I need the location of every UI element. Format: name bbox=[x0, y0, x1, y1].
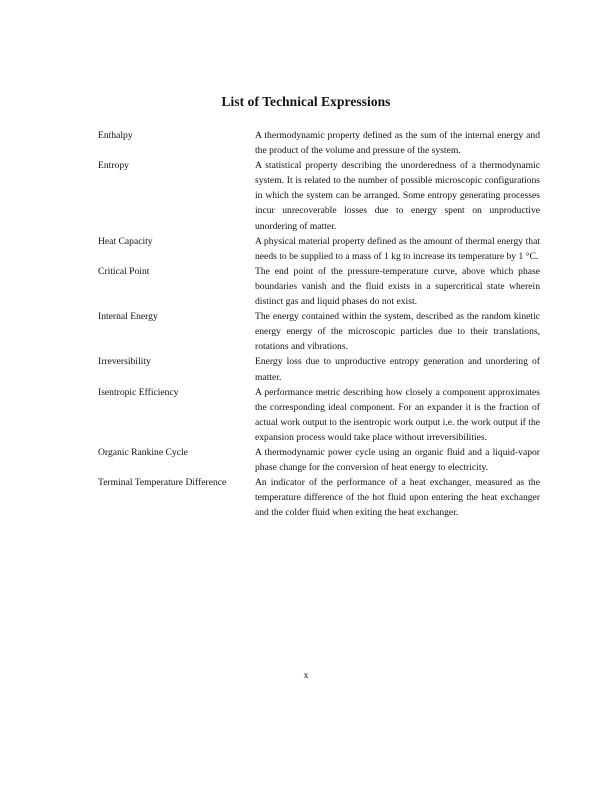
glossary-term: Enthalpy bbox=[98, 130, 133, 141]
glossary-term: Isentropic Efficiency bbox=[98, 386, 179, 398]
glossary-definition: The end point of the pressure-temperature curve, above which phase boundaries vanish and the fluid exists in a supercritical state wherein distinct gas and liquid phases do not exist. bbox=[255, 265, 540, 308]
glossary-definition: A thermodynamic power cycle using an organic fluid and a liquid-vapor phase change for the conversion of heat energy to electricity. bbox=[255, 446, 540, 474]
glossary-definition: An indicator of the performance of a heat exchanger, measured as the temperature difference of the hot fluid upon entering the heat exchanger and the colder fluid when exiting the heat exchanger. bbox=[255, 477, 540, 519]
glossary-definition: Energy loss due to unproductive entropy generation and unordering of matter. bbox=[255, 356, 540, 383]
glossary-definition: The energy contained within the system, described as the random kinetic energy energy of the microscopic particles due to their translations, rotations and vibrations. bbox=[255, 311, 540, 353]
glossary-entry bbox=[98, 234, 540, 264]
glossary-list bbox=[98, 128, 540, 520]
glossary-definition: A thermodynamic property defined as the sum of the internal energy and the product of the volume and pressure of the system. bbox=[255, 130, 540, 157]
glossary-term: Entropy bbox=[98, 160, 129, 172]
glossary-term: Heat Capacity bbox=[98, 235, 153, 247]
page-title: List of Technical Expressions bbox=[221, 94, 391, 109]
glossary-entry bbox=[98, 445, 540, 475]
glossary-term: Critical Point bbox=[98, 265, 150, 277]
glossary-entry bbox=[98, 309, 540, 354]
glossary-term: Organic Rankine Cycle bbox=[98, 446, 188, 458]
glossary-definition: A physical material property defined as the amount of thermal energy that needs to be supplied to a mass of 1 kg to increase its temperature by 1 °C. bbox=[255, 235, 540, 262]
glossary-entry bbox=[98, 264, 540, 309]
glossary-entry bbox=[98, 354, 540, 384]
glossary-term: Internal Energy bbox=[98, 311, 158, 323]
glossary-entry bbox=[98, 128, 540, 158]
page-number: x bbox=[303, 670, 309, 681]
glossary-entry bbox=[98, 158, 540, 233]
glossary-definition: A performance metric describing how closely a component approximates the corresponding ideal component. For an expander it is the fraction of actual work output to the isentropic work output i.e. the work output if the expansion process would take place without irreversibilities. bbox=[255, 386, 540, 443]
glossary-entry bbox=[98, 385, 540, 445]
glossary-entry bbox=[98, 475, 540, 520]
glossary-definition: A statistical property describing the unorderedness of a thermodynamic system. It is related to the number of possible microscopic configurations in which the system can be arranged. Some entropy generating processes incur unrecoverable losses due to energy spent on unproductive unordering of matter. bbox=[255, 160, 540, 232]
glossary-term: Terminal Temperature Difference bbox=[98, 477, 227, 489]
glossary-term: Irreversibility bbox=[98, 356, 151, 368]
